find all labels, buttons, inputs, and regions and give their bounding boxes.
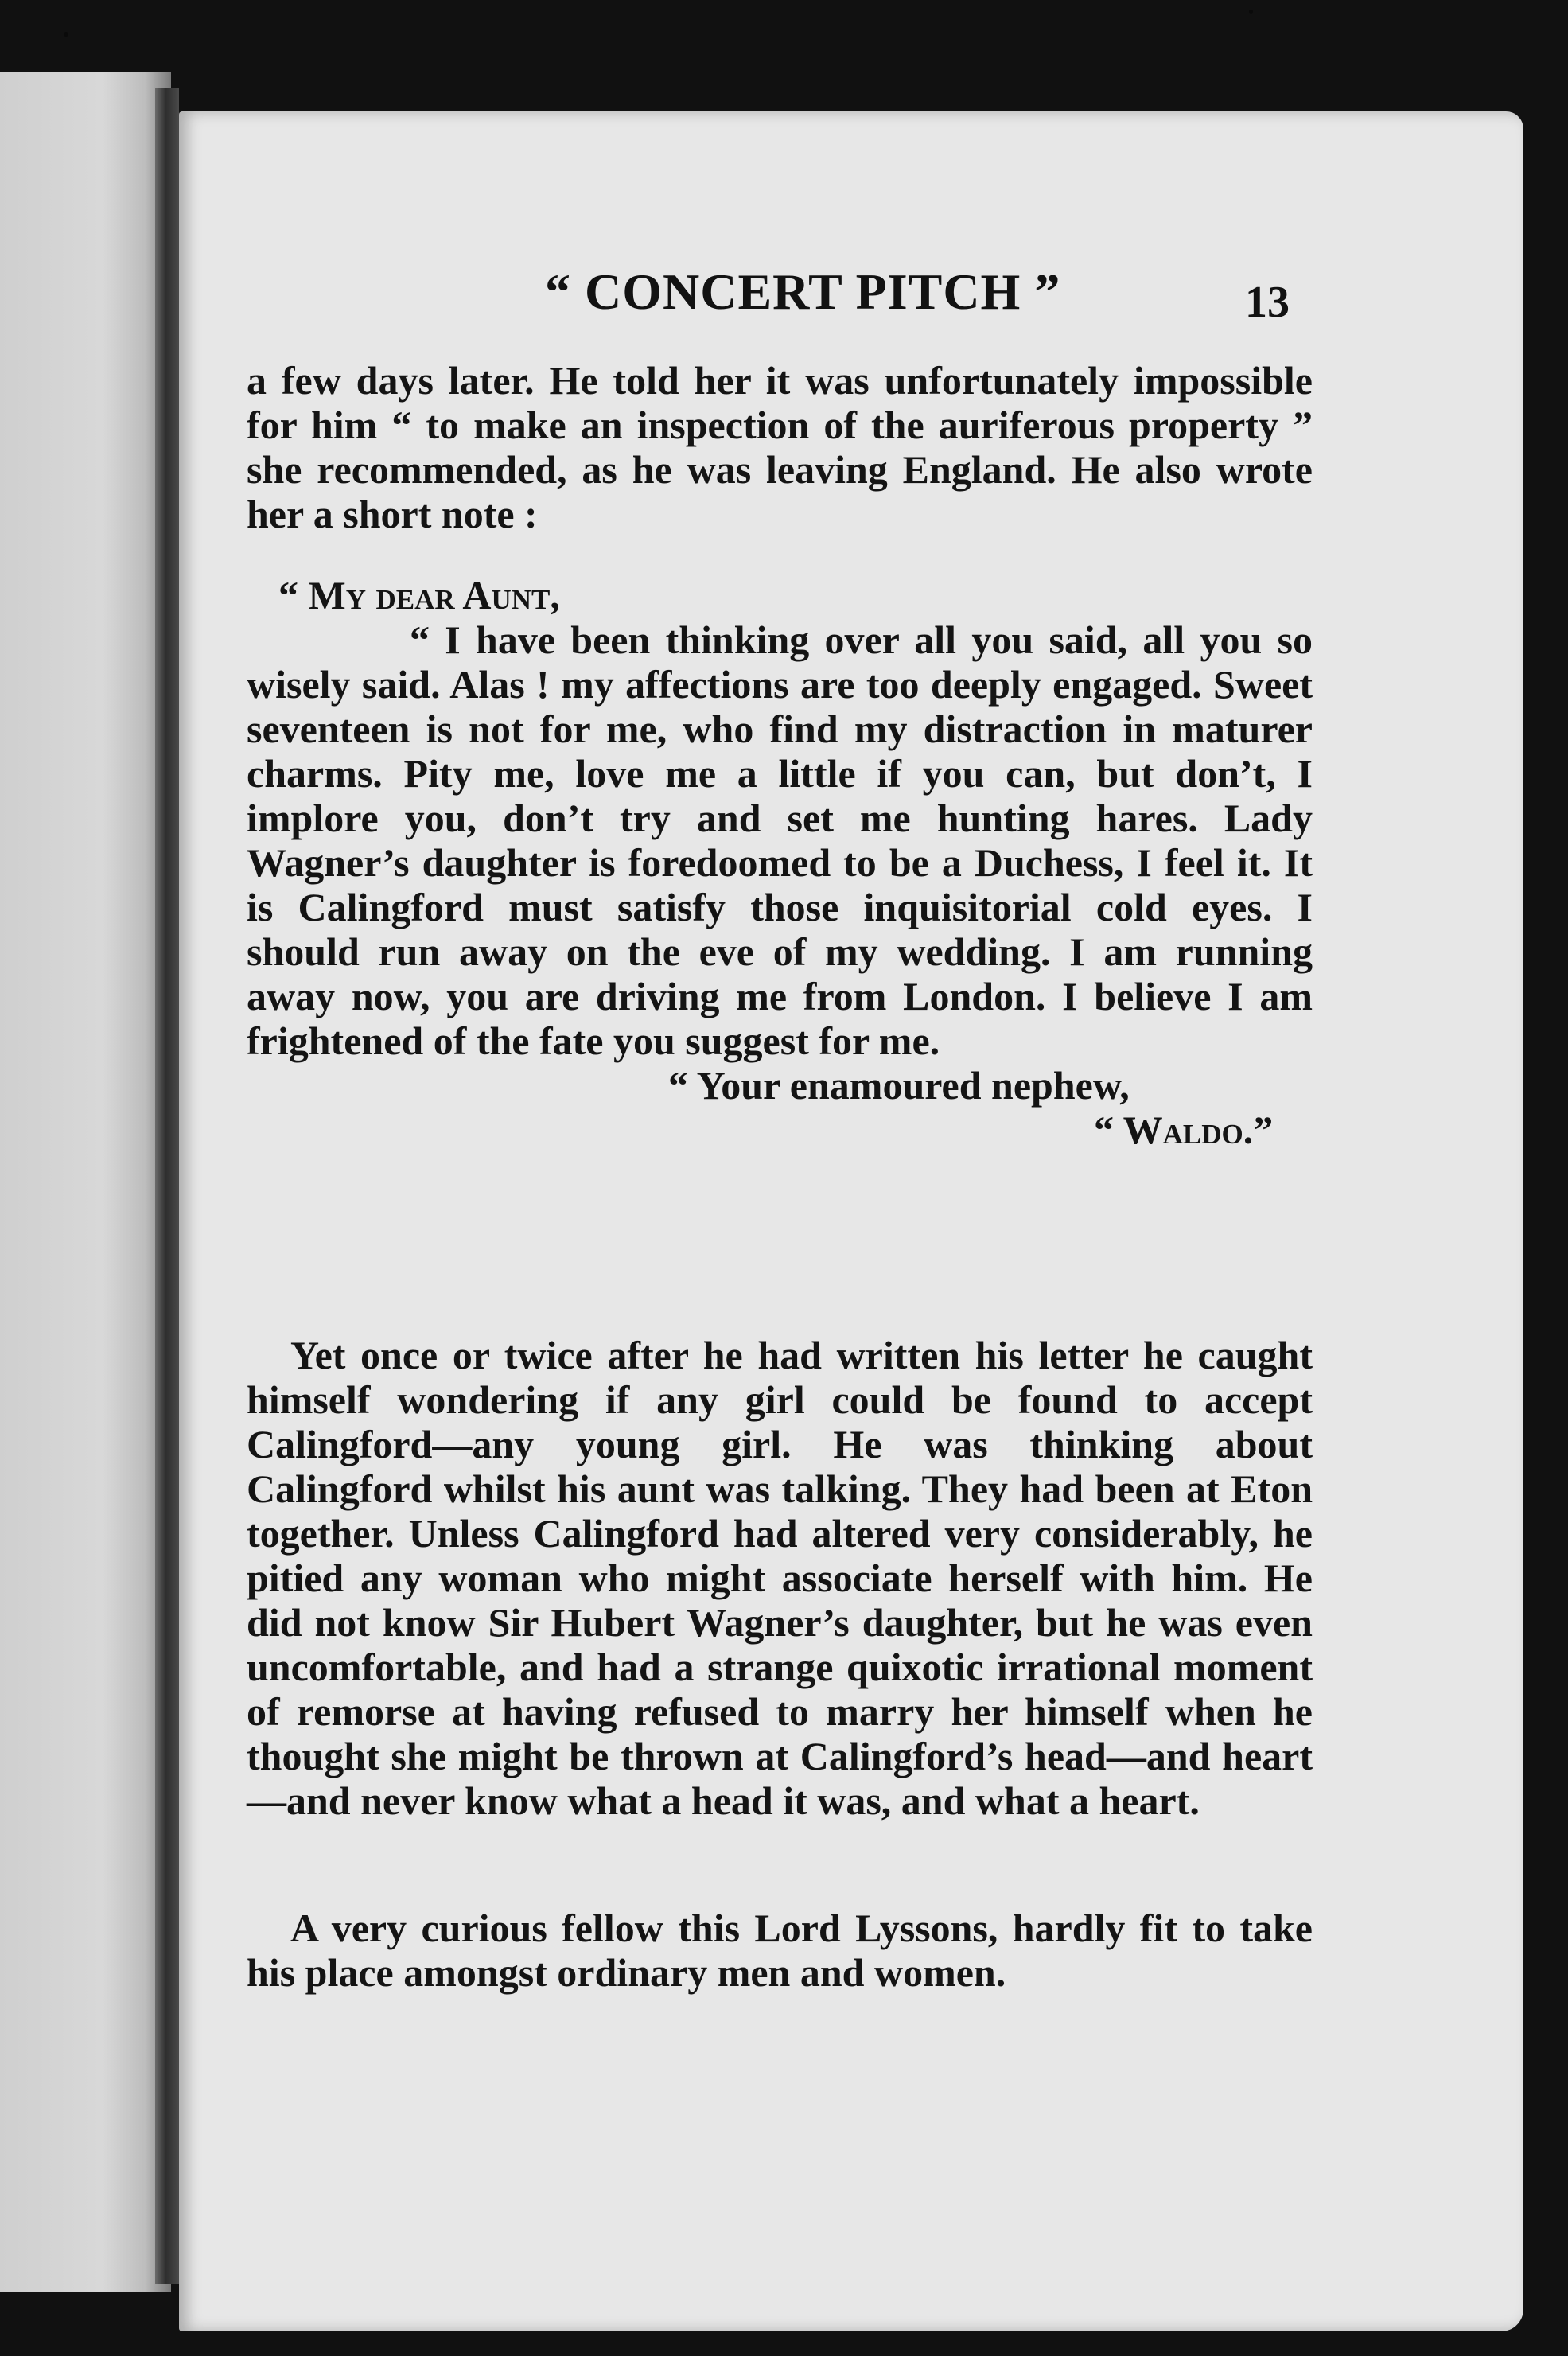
paragraph-1 [247,358,1313,536]
paragraph-2 [247,1333,1313,1823]
paragraph-text: a few days later. He told her it was unfortunately impossible for him “ to make an inspection of the auriferous property ” she recommended, as he was leaving England. He also wrote her a short note : [247,358,1313,536]
running-title: “ CONCERT PITCH ” [545,263,1061,320]
letter-salutation: “ My dear Aunt, [278,573,560,617]
scan-speck [64,32,68,37]
letter-body: “ I have been thinking over all you said, all you so wisely said. Alas ! my affections are too deeply engaged. Sweet seventeen is not for me, who find my distraction in maturer charms. Pity me, love me a little if you can, but don’t, I implore you, don’t try and set me hunting hares. Lady Wagner’s daughter is foredoomed to be a Duchess, I feel it. It is Calingford must satisfy those inquisitorial cold eyes. I should run away on the eve of my wedding. I am running away now, you are driving me from London. I believe I am frightened of the fate you suggest for me. [247,617,1313,1063]
paragraph-text: Yet once or twice after he had written his letter he caught himself wondering if any girl could be found to accept Calingford—any young girl. He was thinking about Calingford whilst his aunt was talking. They had been at Eton together. Unless Calingford had altered very considerably, he pitied any woman who might associate herself with him. He did not know Sir Hubert Wagner’s daughter, but he was even uncomfortable, and had a strange quixotic irrational moment of remorse at having refused to marry her himself when he thought she might be thrown at Calingford’s head—and heart—and never know what a head it was, and what a heart. [247,1333,1313,1823]
page-header [179,263,1523,334]
left-page-edge [0,72,171,2292]
book-gutter [155,88,179,2284]
paragraph-3 [247,1906,1313,1995]
page-number: 13 [1245,278,1290,327]
scan-speck [1249,10,1253,14]
letter-block [247,573,1313,1152]
letter-closing: “ Your enamoured nephew, [668,1063,1130,1108]
letter-signature: “ Waldo.” [1094,1108,1274,1152]
book-page [179,111,1523,2331]
paragraph-text: A very curious fellow this Lord Lyssons, hardly fit to take his place amongst ordinary men and women. [247,1906,1313,1995]
